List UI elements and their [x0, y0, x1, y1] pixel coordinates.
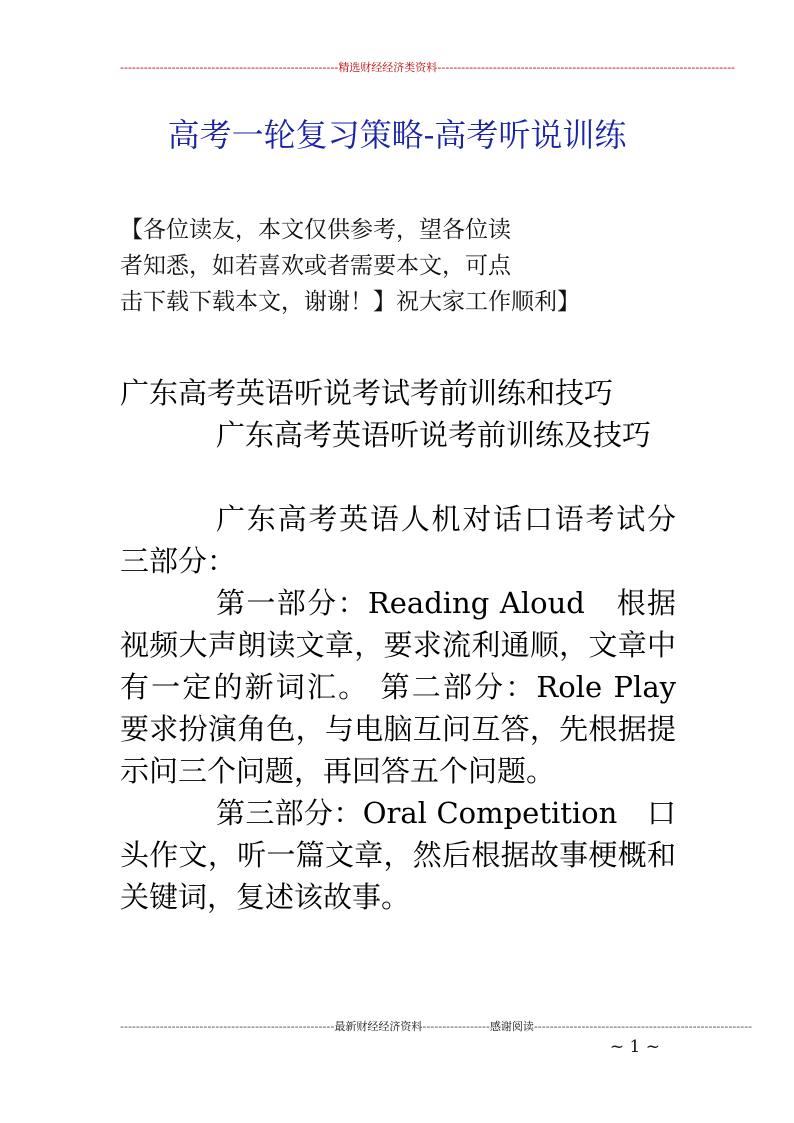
footer-left-dashes: ------------------------------------------------------ [120, 1020, 335, 1033]
body-paragraph: 广东高考英语人机对话口语考试分三部分： [120, 502, 676, 578]
footer-label-right: 感谢阅读 [489, 1020, 534, 1033]
body-paragraph: 第三部分：Oral Competition 口头作文，听一篇文章，然后根据故事梗概和关键词，复述该故事。 [120, 796, 676, 914]
document-body [120, 372, 706, 918]
document-title: 高考一轮复习策略-高考听说训练 [167, 116, 627, 154]
article-heading: 广东高考英语听说考试考前训练和技巧 [120, 376, 614, 410]
page-number: ~ 1 ~ [609, 1037, 660, 1057]
notice-line: 击下载下载本文，谢谢！】祝大家工作顺利】 [120, 289, 580, 315]
page-footer [120, 1019, 753, 1035]
header-label: 精选财经经济类资料 [338, 61, 438, 74]
page-header [120, 60, 736, 76]
footer-label-left: 最新财经经济资料 [334, 1020, 423, 1033]
paragraph-gap [120, 456, 676, 498]
notice-line: 者知悉，如若喜欢或者需要本文，可点 [120, 253, 511, 279]
footer-right-dashes: ------------------------------------------------------- [533, 1020, 753, 1033]
body-paragraph: 广东高考英语听说考前训练及技巧 [216, 418, 652, 452]
notice-line: 【各位读友，本文仅供参考，望各位读 [120, 217, 511, 243]
header-left-dashes: ------------------------------------------------------- [120, 61, 339, 74]
header-right-dashes: --------------------------------------------------------------------------- [437, 61, 736, 74]
body-paragraph: 第一部分：Reading Aloud 根据视频大声朗读文章，要求流利通顺，文章中有一定的新词汇。 第二部分：Role Play 要求扮演角色，与电脑互问互答，先根据提示问三个问题，再回答五个问题。 [120, 586, 706, 788]
reader-notice [120, 212, 640, 320]
footer-middle-dashes: ----------------- [422, 1020, 490, 1033]
